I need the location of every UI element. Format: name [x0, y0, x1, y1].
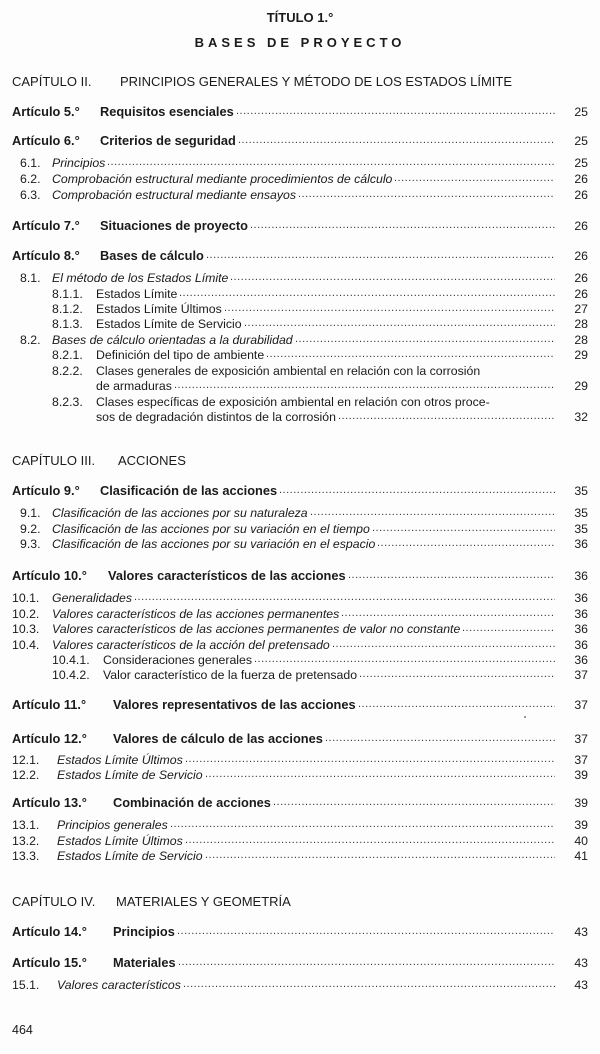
dot-leader — [359, 667, 555, 683]
entry-title-continuation: de armaduras — [96, 379, 172, 393]
entry-title: Principios generales — [57, 818, 168, 832]
dot-leader — [338, 409, 555, 425]
entry-title: Clasificación de las acciones por su variación en el tiempo — [52, 522, 370, 536]
page-ref: 26 — [574, 249, 588, 263]
entry-title: Valores representativos de las acciones — [113, 697, 356, 712]
entry-title: Combinación de acciones — [113, 795, 271, 810]
dot-leader — [298, 187, 555, 203]
page-ref: 37 — [574, 668, 588, 682]
section-entry[interactable] — [0, 394, 600, 424]
entry-title: Valores característicos — [57, 978, 181, 992]
article-entry[interactable] — [0, 248, 600, 264]
dot-leader — [179, 286, 555, 302]
dot-leader — [107, 155, 555, 171]
entry-number: 8.1.1. — [52, 287, 83, 301]
section-entry[interactable] — [0, 521, 600, 537]
entry-title: Estados Límite — [96, 287, 178, 301]
chapter-heading — [12, 894, 291, 909]
dot-leader — [224, 301, 555, 317]
dot-leader — [244, 316, 555, 332]
page-ref: 26 — [574, 188, 588, 202]
section-entry[interactable] — [0, 621, 600, 637]
page-ref: 43 — [574, 925, 588, 939]
page-ref: 28 — [574, 317, 588, 331]
article-entry[interactable] — [0, 697, 600, 713]
dot-leader — [266, 347, 555, 363]
entry-number: 10.4.1. — [52, 653, 90, 667]
entry-number: Artículo 9.° — [12, 483, 80, 498]
section-entry[interactable] — [0, 590, 600, 606]
page-ref: 26 — [574, 219, 588, 233]
section-entry[interactable] — [0, 767, 600, 783]
page-ref: 43 — [574, 978, 588, 992]
entry-number: 6.1. — [20, 156, 41, 170]
entry-title: Valores característicos de las acciones — [108, 568, 346, 583]
page-ref: 32 — [574, 410, 588, 424]
entry-number: 10.1. — [12, 591, 40, 605]
title-number: TÍTULO 1.° — [266, 10, 334, 25]
entry-title: El método de los Estados Límite — [52, 271, 229, 285]
entry-title: Valores característicos de las acciones permanentes de valor no constante — [52, 622, 461, 636]
page-ref: 27 — [574, 302, 588, 316]
dot-leader — [358, 697, 555, 713]
dot-leader — [177, 924, 555, 940]
page-number: 464 — [12, 1023, 33, 1037]
dot-leader — [377, 536, 555, 552]
article-entry[interactable] — [0, 731, 600, 747]
dot-leader — [279, 483, 555, 499]
page-ref: 39 — [574, 768, 588, 782]
dot-leader — [205, 848, 555, 864]
page-ref: 28 — [574, 333, 588, 347]
dot-leader — [295, 332, 555, 348]
entry-title: Consideraciones generales — [103, 653, 253, 667]
entry-number: Artículo 10.° — [12, 568, 87, 583]
section-entry[interactable] — [0, 187, 600, 203]
page-ref: 37 — [574, 753, 588, 767]
entry-title: Comprobación estructural mediante ensayos — [52, 188, 297, 202]
entry-title: Valor característico de la fuerza de pretensado — [103, 668, 358, 682]
entry-title: Valores de cálculo de las acciones — [113, 731, 323, 746]
page-ref: 36 — [574, 537, 588, 551]
dot-leader — [185, 833, 555, 849]
entry-number: 10.2. — [12, 607, 40, 621]
entry-title: Estados Límite de Servicio — [96, 317, 242, 331]
section-entry[interactable] — [0, 316, 600, 332]
dot-leader — [230, 270, 555, 286]
entry-title: Estados Límite de Servicio — [57, 768, 203, 782]
entry-title: Valores característicos de las acciones permanentes — [52, 607, 340, 621]
entry-title: Estados Límite Últimos — [57, 834, 183, 848]
entry-number: 15.1. — [12, 978, 40, 992]
entry-number: Artículo 15.° — [12, 955, 87, 970]
dot-leader — [185, 752, 555, 768]
dot-leader — [254, 652, 555, 668]
entry-number: 8.2.3. — [52, 395, 83, 409]
page-ref: 36 — [574, 569, 588, 583]
dot-leader — [250, 218, 555, 234]
entry-number: 9.3. — [20, 537, 41, 551]
dot-leader — [170, 817, 555, 833]
entry-number: Artículo 8.° — [12, 248, 80, 263]
entry-title: Criterios de seguridad — [100, 133, 236, 148]
entry-number: Artículo 6.° — [12, 133, 80, 148]
entry-number: 8.2.1. — [52, 348, 83, 362]
section-entry[interactable] — [0, 833, 600, 849]
dot-leader — [238, 133, 555, 149]
dot-leader — [174, 378, 555, 394]
entry-number: 10.4.2. — [52, 668, 90, 682]
entry-number: 8.2. — [20, 333, 41, 347]
section-entry[interactable] — [0, 155, 600, 171]
section-entry[interactable] — [0, 817, 600, 833]
page-ref: 26 — [574, 172, 588, 186]
entry-title: Bases de cálculo — [100, 248, 204, 263]
entry-number: 12.1. — [12, 753, 40, 767]
section-entry[interactable] — [0, 752, 600, 768]
title-name: BASES DE PROYECTO — [194, 35, 406, 50]
entry-title: Estados Límite Últimos — [57, 753, 183, 767]
page-ref: 35 — [574, 522, 588, 536]
page-ref: 41 — [574, 849, 588, 863]
entry-title: Estados Límite de Servicio — [57, 849, 203, 863]
chapter-number: CAPÍTULO II. — [12, 74, 92, 89]
entry-number: 8.1.2. — [52, 302, 83, 316]
entry-title: Valores característicos de la acción del pretensado — [52, 638, 330, 652]
section-entry[interactable] — [0, 347, 600, 363]
section-entry[interactable] — [0, 270, 600, 286]
scan-speck — [524, 716, 526, 718]
chapter-title: PRINCIPIOS GENERALES Y MÉTODO DE LOS ESTADOS LÍMITE — [120, 74, 513, 89]
section-entry[interactable] — [0, 637, 600, 653]
dot-leader — [310, 505, 555, 521]
entry-title: Principios — [52, 156, 106, 170]
entry-title: Materiales — [113, 955, 176, 970]
entry-title: Clasificación de las acciones por su naturaleza — [52, 506, 308, 520]
dot-leader — [325, 731, 555, 747]
dot-leader — [348, 568, 555, 584]
page-ref: 39 — [574, 796, 588, 810]
dot-leader — [183, 977, 555, 993]
page-ref: 36 — [574, 638, 588, 652]
entry-title: Clasificación de las acciones — [100, 483, 278, 498]
entry-number: 10.4. — [12, 638, 40, 652]
entry-number: 12.2. — [12, 768, 40, 782]
entry-title: Estados Límite Últimos — [96, 302, 222, 316]
entry-number: 9.2. — [20, 522, 41, 536]
page-ref: 25 — [574, 105, 588, 119]
article-entry[interactable] — [0, 924, 600, 940]
entry-number: 10.3. — [12, 622, 40, 636]
page-ref: 35 — [574, 484, 588, 498]
section-entry[interactable] — [0, 977, 600, 993]
entry-title: Principios — [113, 924, 175, 939]
chapter-heading — [12, 453, 186, 468]
entry-title: Bases de cálculo orientadas a la durabilidad — [52, 333, 293, 347]
entry-title: Definición del tipo de ambiente — [96, 348, 265, 362]
page-ref: 39 — [574, 818, 588, 832]
page-ref: 35 — [574, 506, 588, 520]
entry-number: Artículo 5.° — [12, 104, 80, 119]
dot-leader — [134, 590, 555, 606]
chapter-title: MATERIALES Y GEOMETRÍA — [116, 894, 291, 909]
entry-title: Comprobación estructural mediante procedimientos de cálculo — [52, 172, 393, 186]
entry-title: Situaciones de proyecto — [100, 218, 248, 233]
entry-title: Generalidades — [52, 591, 132, 605]
section-entry[interactable] — [0, 301, 600, 317]
page-ref: 36 — [574, 591, 588, 605]
section-entry[interactable] — [0, 171, 600, 187]
entry-title-continuation: sos de degradación distintos de la corrosión — [96, 410, 336, 424]
chapter-title: ACCIONES — [118, 453, 186, 468]
page-ref: 36 — [574, 607, 588, 621]
dot-leader — [273, 795, 555, 811]
entry-number: 9.1. — [20, 506, 41, 520]
page-ref: 29 — [574, 348, 588, 362]
entry-title: Requisitos esenciales — [100, 104, 234, 119]
section-entry[interactable] — [0, 606, 600, 622]
entry-number: 6.2. — [20, 172, 41, 186]
page-ref: 37 — [574, 698, 588, 712]
page-ref: 37 — [574, 732, 588, 746]
dot-leader — [206, 248, 555, 264]
article-entry[interactable] — [0, 483, 600, 499]
page-ref: 29 — [574, 379, 588, 393]
article-entry[interactable] — [0, 218, 600, 234]
entry-title: Clases generales de exposición ambiental en relación con la corrosión — [96, 364, 481, 378]
page-ref: 25 — [574, 134, 588, 148]
page-ref: 36 — [574, 653, 588, 667]
entry-number: 8.1.3. — [52, 317, 83, 331]
chapter-heading — [12, 74, 512, 89]
section-entry[interactable] — [0, 848, 600, 864]
section-entry[interactable] — [0, 286, 600, 302]
dot-leader — [341, 606, 555, 622]
article-entry[interactable] — [0, 104, 600, 120]
dot-leader — [332, 637, 555, 653]
section-entry[interactable] — [0, 667, 600, 683]
entry-number: Artículo 14.° — [12, 924, 87, 939]
chapter-number: CAPÍTULO III. — [12, 453, 96, 468]
chapter-number: CAPÍTULO IV. — [12, 894, 96, 909]
entry-number: 13.2. — [12, 834, 40, 848]
dot-leader — [372, 521, 555, 537]
article-entry[interactable] — [0, 795, 600, 811]
entry-number: Artículo 13.° — [12, 795, 87, 810]
page-ref: 26 — [574, 287, 588, 301]
section-entry[interactable] — [0, 505, 600, 521]
dot-leader — [462, 621, 555, 637]
page-ref: 40 — [574, 834, 588, 848]
entry-number: 6.3. — [20, 188, 41, 202]
entry-number: 8.1. — [20, 271, 41, 285]
entry-title: Clasificación de las acciones por su variación en el espacio — [52, 537, 376, 551]
page-ref: 43 — [574, 956, 588, 970]
article-entry[interactable] — [0, 133, 600, 149]
section-entry[interactable] — [0, 536, 600, 552]
entry-title: Clases específicas de exposición ambiental en relación con otros proce- — [96, 395, 490, 409]
article-entry[interactable] — [0, 568, 600, 584]
section-entry[interactable] — [0, 652, 600, 668]
entry-number: Artículo 7.° — [12, 218, 80, 233]
page-ref: 25 — [574, 156, 588, 170]
dot-leader — [236, 104, 555, 120]
section-entry[interactable] — [0, 363, 600, 393]
page-ref: 26 — [574, 271, 588, 285]
entry-number: 13.1. — [12, 818, 40, 832]
entry-number: Artículo 11.° — [12, 697, 87, 712]
dot-leader — [394, 171, 555, 187]
entry-number: 8.2.2. — [52, 364, 83, 378]
dot-leader — [178, 955, 555, 971]
dot-leader — [205, 767, 555, 783]
entry-number: Artículo 12.° — [12, 731, 87, 746]
page-ref: 36 — [574, 622, 588, 636]
section-entry[interactable] — [0, 332, 600, 348]
article-entry[interactable] — [0, 955, 600, 971]
entry-number: 13.3. — [12, 849, 40, 863]
